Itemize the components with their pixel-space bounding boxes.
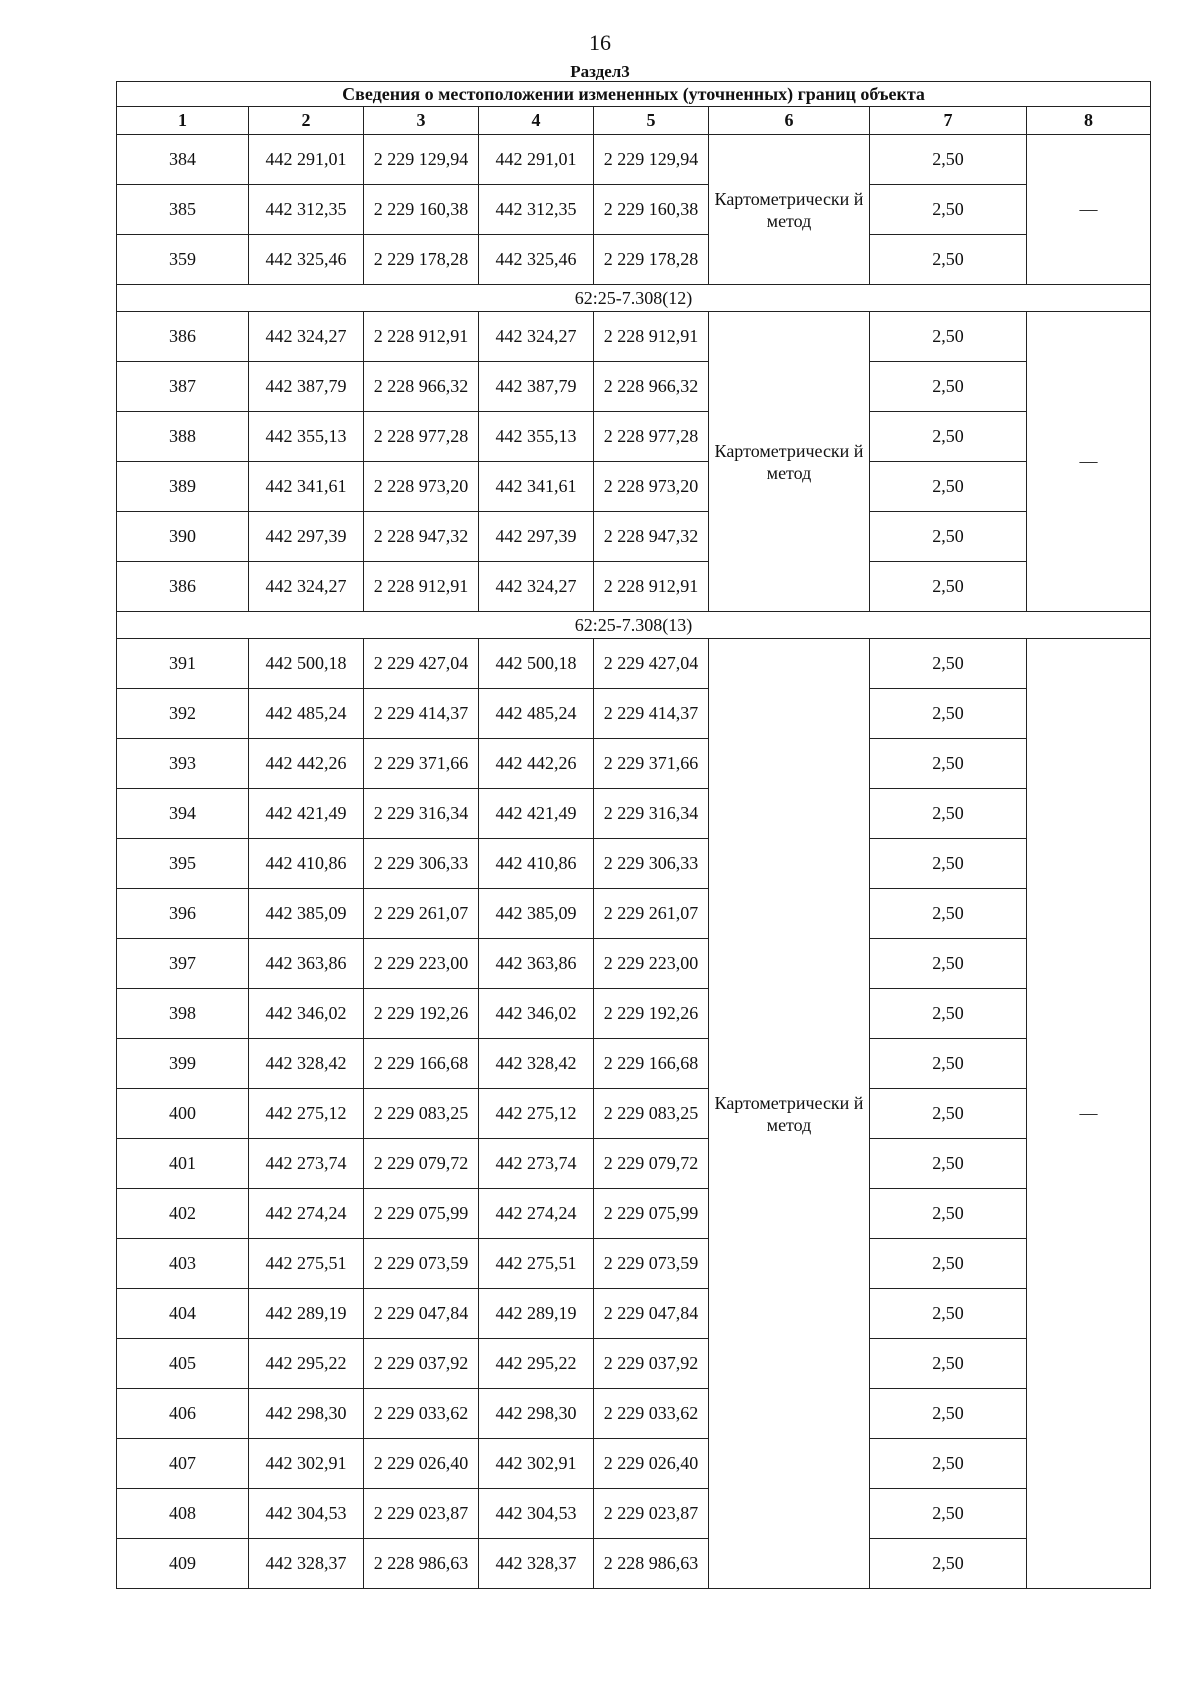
x-refined-cell: 442 325,46 [479,235,594,285]
x-existing-cell: 442 297,39 [249,512,364,562]
y-refined-cell: 2 229 129,94 [594,135,709,185]
y-existing-cell: 2 228 912,91 [364,562,479,612]
column-header: 4 [479,107,594,135]
y-refined-cell: 2 229 166,68 [594,1039,709,1089]
x-existing-cell: 442 298,30 [249,1389,364,1439]
table-row [117,689,1151,739]
point-number-cell: 386 [117,562,249,612]
x-refined-cell: 442 410,86 [479,839,594,889]
x-existing-cell: 442 295,22 [249,1339,364,1389]
determination-method-cell: Картометрически й метод [709,135,870,285]
parcel-group-label: 62:25-7.308(12) [117,285,1151,312]
y-refined-cell: 2 229 192,26 [594,989,709,1039]
table-row [117,789,1151,839]
point-number-cell: 388 [117,412,249,462]
table-row [117,1039,1151,1089]
x-refined-cell: 442 387,79 [479,362,594,412]
table-caption: Сведения о местоположении измененных (уточненных) границ объекта [117,82,1151,107]
x-refined-cell: 442 273,74 [479,1139,594,1189]
x-existing-cell: 442 363,86 [249,939,364,989]
determination-method-cell: Картометрически й метод [709,312,870,612]
x-refined-cell: 442 297,39 [479,512,594,562]
accuracy-cell: 2,50 [870,889,1027,939]
accuracy-cell: 2,50 [870,562,1027,612]
x-existing-cell: 442 500,18 [249,639,364,689]
column-header: 8 [1027,107,1151,135]
accuracy-cell: 2,50 [870,1089,1027,1139]
x-refined-cell: 442 302,91 [479,1439,594,1489]
y-refined-cell: 2 228 966,32 [594,362,709,412]
point-number-cell: 404 [117,1289,249,1339]
accuracy-cell: 2,50 [870,462,1027,512]
x-refined-cell: 442 500,18 [479,639,594,689]
y-existing-cell: 2 228 977,28 [364,412,479,462]
accuracy-cell: 2,50 [870,1439,1027,1489]
y-existing-cell: 2 229 316,34 [364,789,479,839]
accuracy-cell: 2,50 [870,789,1027,839]
y-existing-cell: 2 229 178,28 [364,235,479,285]
y-existing-cell: 2 229 223,00 [364,939,479,989]
x-existing-cell: 442 328,37 [249,1539,364,1589]
point-number-cell: 397 [117,939,249,989]
y-refined-cell: 2 229 033,62 [594,1389,709,1439]
point-number-cell: 393 [117,739,249,789]
table-row [117,989,1151,1039]
x-refined-cell: 442 289,19 [479,1289,594,1339]
y-existing-cell: 2 229 083,25 [364,1089,479,1139]
table-caption-row [117,82,1151,107]
y-refined-cell: 2 229 316,34 [594,789,709,839]
x-refined-cell: 442 298,30 [479,1389,594,1439]
column-header-row [117,107,1151,135]
table-row [117,562,1151,612]
y-existing-cell: 2 229 371,66 [364,739,479,789]
table-row [117,1089,1151,1139]
accuracy-cell: 2,50 [870,1339,1027,1389]
y-existing-cell: 2 229 033,62 [364,1389,479,1439]
x-refined-cell: 442 275,12 [479,1089,594,1139]
y-refined-cell: 2 229 073,59 [594,1239,709,1289]
table-row [117,135,1151,185]
point-number-cell: 402 [117,1189,249,1239]
accuracy-cell: 2,50 [870,1289,1027,1339]
y-existing-cell: 2 229 306,33 [364,839,479,889]
point-number-cell: 396 [117,889,249,939]
y-refined-cell: 2 229 427,04 [594,639,709,689]
x-refined-cell: 442 304,53 [479,1489,594,1539]
x-refined-cell: 442 363,86 [479,939,594,989]
x-existing-cell: 442 328,42 [249,1039,364,1089]
parcel-group-label: 62:25-7.308(13) [117,612,1151,639]
section-title: Раздел3 [570,62,630,81]
x-refined-cell: 442 421,49 [479,789,594,839]
table-row [117,412,1151,462]
accuracy-cell: 2,50 [870,1139,1027,1189]
table-row [117,1289,1151,1339]
determination-method-cell: Картометрически й метод [709,639,870,1589]
accuracy-cell: 2,50 [870,1489,1027,1539]
y-existing-cell: 2 229 192,26 [364,989,479,1039]
x-existing-cell: 442 325,46 [249,235,364,285]
y-refined-cell: 2 229 223,00 [594,939,709,989]
x-refined-cell: 442 328,37 [479,1539,594,1589]
point-number-cell: 394 [117,789,249,839]
x-refined-cell: 442 355,13 [479,412,594,462]
accuracy-cell: 2,50 [870,1389,1027,1439]
table-row [117,362,1151,412]
table-row [117,312,1151,362]
table-row [117,739,1151,789]
point-number-cell: 398 [117,989,249,1039]
point-number-cell: 405 [117,1339,249,1389]
table-row [117,235,1151,285]
y-refined-cell: 2 228 977,28 [594,412,709,462]
table-row [117,839,1151,889]
x-refined-cell: 442 324,27 [479,312,594,362]
y-refined-cell: 2 229 075,99 [594,1189,709,1239]
x-existing-cell: 442 485,24 [249,689,364,739]
point-number-cell: 392 [117,689,249,739]
note-cell: — [1027,312,1151,612]
y-refined-cell: 2 229 026,40 [594,1439,709,1489]
accuracy-cell: 2,50 [870,135,1027,185]
y-refined-cell: 2 229 079,72 [594,1139,709,1189]
x-refined-cell: 442 442,26 [479,739,594,789]
x-refined-cell: 442 312,35 [479,185,594,235]
x-refined-cell: 442 275,51 [479,1239,594,1289]
x-refined-cell: 442 385,09 [479,889,594,939]
y-existing-cell: 2 228 912,91 [364,312,479,362]
y-existing-cell: 2 229 079,72 [364,1139,479,1189]
y-existing-cell: 2 229 037,92 [364,1339,479,1389]
table-row [117,889,1151,939]
y-refined-cell: 2 228 973,20 [594,462,709,512]
y-existing-cell: 2 229 427,04 [364,639,479,689]
y-refined-cell: 2 229 414,37 [594,689,709,739]
y-refined-cell: 2 228 986,63 [594,1539,709,1589]
point-number-cell: 403 [117,1239,249,1289]
x-refined-cell: 442 346,02 [479,989,594,1039]
point-number-cell: 391 [117,639,249,689]
accuracy-cell: 2,50 [870,1539,1027,1589]
y-existing-cell: 2 228 947,32 [364,512,479,562]
x-existing-cell: 442 387,79 [249,362,364,412]
accuracy-cell: 2,50 [870,185,1027,235]
y-refined-cell: 2 229 160,38 [594,185,709,235]
y-existing-cell: 2 229 047,84 [364,1289,479,1339]
x-existing-cell: 442 304,53 [249,1489,364,1539]
accuracy-cell: 2,50 [870,362,1027,412]
y-existing-cell: 2 228 966,32 [364,362,479,412]
column-header: 6 [709,107,870,135]
x-existing-cell: 442 442,26 [249,739,364,789]
point-number-cell: 395 [117,839,249,889]
column-header: 7 [870,107,1027,135]
column-header: 5 [594,107,709,135]
point-number-cell: 409 [117,1539,249,1589]
accuracy-cell: 2,50 [870,639,1027,689]
y-existing-cell: 2 229 129,94 [364,135,479,185]
column-header: 3 [364,107,479,135]
x-existing-cell: 442 324,27 [249,312,364,362]
x-existing-cell: 442 355,13 [249,412,364,462]
x-existing-cell: 442 273,74 [249,1139,364,1189]
table-row [117,1389,1151,1439]
point-number-cell: 389 [117,462,249,512]
x-existing-cell: 442 291,01 [249,135,364,185]
x-refined-cell: 442 291,01 [479,135,594,185]
x-refined-cell: 442 328,42 [479,1039,594,1089]
table-row [117,1239,1151,1289]
table-row [117,1139,1151,1189]
y-existing-cell: 2 228 986,63 [364,1539,479,1589]
x-existing-cell: 442 274,24 [249,1189,364,1239]
point-number-cell: 401 [117,1139,249,1189]
point-number-cell: 385 [117,185,249,235]
y-refined-cell: 2 228 912,91 [594,562,709,612]
table-row [117,1489,1151,1539]
y-existing-cell: 2 229 023,87 [364,1489,479,1539]
point-number-cell: 390 [117,512,249,562]
x-existing-cell: 442 324,27 [249,562,364,612]
point-number-cell: 384 [117,135,249,185]
table-row [117,1189,1151,1239]
y-refined-cell: 2 229 178,28 [594,235,709,285]
accuracy-cell: 2,50 [870,839,1027,889]
y-existing-cell: 2 229 073,59 [364,1239,479,1289]
table-row [117,512,1151,562]
point-number-cell: 406 [117,1389,249,1439]
y-existing-cell: 2 229 160,38 [364,185,479,235]
x-existing-cell: 442 289,19 [249,1289,364,1339]
accuracy-cell: 2,50 [870,412,1027,462]
accuracy-cell: 2,50 [870,739,1027,789]
table-row [117,939,1151,989]
point-number-cell: 359 [117,235,249,285]
y-refined-cell: 2 228 947,32 [594,512,709,562]
x-existing-cell: 442 421,49 [249,789,364,839]
x-refined-cell: 442 341,61 [479,462,594,512]
x-existing-cell: 442 275,12 [249,1089,364,1139]
x-existing-cell: 442 312,35 [249,185,364,235]
x-refined-cell: 442 324,27 [479,562,594,612]
boundary-coordinates-table [116,81,1151,1589]
accuracy-cell: 2,50 [870,689,1027,739]
y-refined-cell: 2 229 023,87 [594,1489,709,1539]
accuracy-cell: 2,50 [870,1189,1027,1239]
y-refined-cell: 2 229 371,66 [594,739,709,789]
accuracy-cell: 2,50 [870,235,1027,285]
column-header: 1 [117,107,249,135]
x-existing-cell: 442 346,02 [249,989,364,1039]
x-existing-cell: 442 302,91 [249,1439,364,1489]
y-refined-cell: 2 229 306,33 [594,839,709,889]
point-number-cell: 386 [117,312,249,362]
y-existing-cell: 2 228 973,20 [364,462,479,512]
y-refined-cell: 2 228 912,91 [594,312,709,362]
accuracy-cell: 2,50 [870,1239,1027,1289]
note-cell: — [1027,639,1151,1589]
y-existing-cell: 2 229 026,40 [364,1439,479,1489]
y-existing-cell: 2 229 075,99 [364,1189,479,1239]
y-refined-cell: 2 229 261,07 [594,889,709,939]
note-cell: — [1027,135,1151,285]
parcel-group-row [117,285,1151,312]
table-row [117,1539,1151,1589]
y-refined-cell: 2 229 037,92 [594,1339,709,1389]
page-number: 16 [589,30,611,55]
point-number-cell: 408 [117,1489,249,1539]
y-refined-cell: 2 229 083,25 [594,1089,709,1139]
x-existing-cell: 442 385,09 [249,889,364,939]
y-refined-cell: 2 229 047,84 [594,1289,709,1339]
point-number-cell: 387 [117,362,249,412]
x-refined-cell: 442 485,24 [479,689,594,739]
accuracy-cell: 2,50 [870,939,1027,989]
column-header: 2 [249,107,364,135]
y-existing-cell: 2 229 166,68 [364,1039,479,1089]
y-existing-cell: 2 229 261,07 [364,889,479,939]
point-number-cell: 400 [117,1089,249,1139]
point-number-cell: 407 [117,1439,249,1489]
x-existing-cell: 442 341,61 [249,462,364,512]
accuracy-cell: 2,50 [870,1039,1027,1089]
table-row [117,639,1151,689]
x-existing-cell: 442 410,86 [249,839,364,889]
accuracy-cell: 2,50 [870,312,1027,362]
x-refined-cell: 442 295,22 [479,1339,594,1389]
table-row [117,1439,1151,1489]
x-existing-cell: 442 275,51 [249,1239,364,1289]
x-refined-cell: 442 274,24 [479,1189,594,1239]
parcel-group-row [117,612,1151,639]
accuracy-cell: 2,50 [870,512,1027,562]
accuracy-cell: 2,50 [870,989,1027,1039]
table-row [117,1339,1151,1389]
point-number-cell: 399 [117,1039,249,1089]
y-existing-cell: 2 229 414,37 [364,689,479,739]
table-row [117,185,1151,235]
table-row [117,462,1151,512]
